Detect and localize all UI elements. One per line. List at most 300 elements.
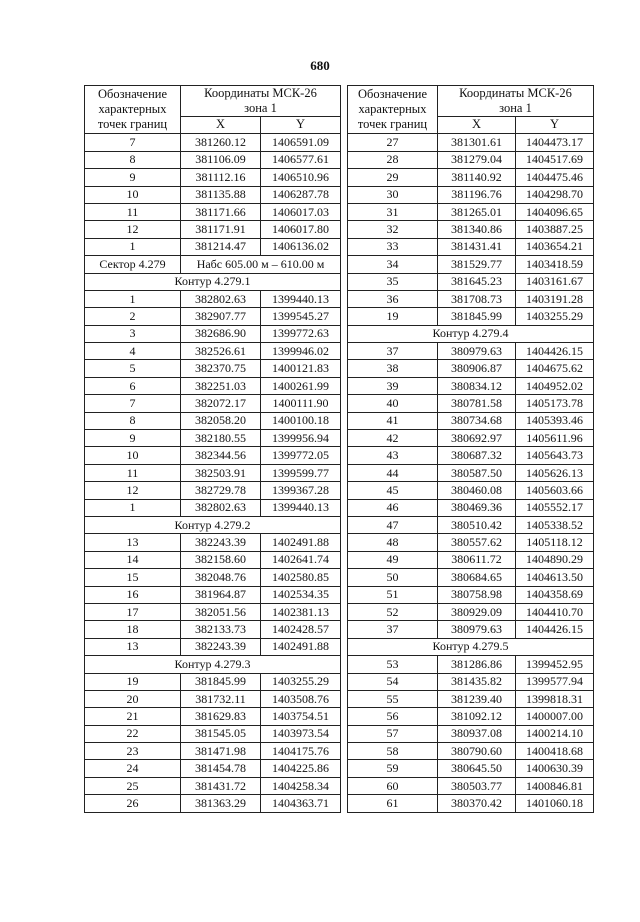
y-coordinate: 1406591.09 (261, 134, 341, 151)
point-number: 1 (85, 499, 181, 516)
point-number: 18 (85, 621, 181, 638)
y-coordinate: 1406287.78 (261, 186, 341, 203)
point-number: 1 (85, 290, 181, 307)
coordinates-table-right (347, 85, 594, 813)
point-number: 12 (85, 482, 181, 499)
table-row (85, 151, 341, 168)
table-row (348, 203, 594, 220)
table-row (348, 569, 594, 586)
sector-row (85, 256, 341, 273)
x-coordinate: 381529.77 (438, 256, 516, 273)
table-row (85, 777, 341, 794)
point-number: 7 (85, 395, 181, 412)
point-number: 41 (348, 412, 438, 429)
table-row (348, 743, 594, 760)
x-coordinate: 381092.12 (438, 708, 516, 725)
x-coordinate: 381545.05 (181, 725, 261, 742)
table-row (85, 743, 341, 760)
x-coordinate: 382243.39 (181, 534, 261, 551)
x-coordinate: 382503.91 (181, 464, 261, 481)
y-coordinate: 1403508.76 (261, 690, 341, 707)
table-row (348, 395, 594, 412)
x-coordinate: 382526.61 (181, 343, 261, 360)
y-coordinate: 1402381.13 (261, 603, 341, 620)
sector-elevation: Набс 605.00 м – 610.00 м (181, 256, 341, 273)
table-row (85, 760, 341, 777)
y-coordinate: 1399367.28 (261, 482, 341, 499)
point-number: 38 (348, 360, 438, 377)
table-row (348, 760, 594, 777)
table-row (85, 447, 341, 464)
x-coordinate: 381629.83 (181, 708, 261, 725)
point-number: 53 (348, 656, 438, 673)
y-coordinate: 1399545.27 (261, 308, 341, 325)
point-number: 7 (85, 134, 181, 151)
y-coordinate: 1399772.63 (261, 325, 341, 342)
table-row (348, 777, 594, 794)
y-coordinate: 1400261.99 (261, 377, 341, 394)
y-coordinate: 1406510.96 (261, 169, 341, 186)
table-row (348, 186, 594, 203)
x-coordinate: 380645.50 (438, 760, 516, 777)
point-number: 11 (85, 464, 181, 481)
x-coordinate: 381239.40 (438, 690, 516, 707)
x-coordinate: 380937.08 (438, 725, 516, 742)
x-coordinate: 381301.61 (438, 134, 516, 151)
y-coordinate: 1404358.69 (516, 586, 594, 603)
x-coordinate: 381645.23 (438, 273, 516, 290)
point-number: 35 (348, 273, 438, 290)
header-coordinates: Координаты МСК-26 зона 1 (181, 86, 341, 117)
y-coordinate: 1399772.05 (261, 447, 341, 464)
table-row (348, 273, 594, 290)
coordinates-table-left (84, 85, 341, 813)
table-row (348, 516, 594, 533)
table-row (85, 169, 341, 186)
point-number: 13 (85, 638, 181, 655)
table-row (348, 360, 594, 377)
y-coordinate: 1406017.03 (261, 203, 341, 220)
y-coordinate: 1400418.68 (516, 743, 594, 760)
table-row (85, 290, 341, 307)
x-coordinate: 380557.62 (438, 534, 516, 551)
x-coordinate: 380587.50 (438, 464, 516, 481)
y-coordinate: 1402534.35 (261, 586, 341, 603)
point-number: 49 (348, 551, 438, 568)
table-row (348, 621, 594, 638)
contour-row (348, 638, 594, 655)
point-number: 51 (348, 586, 438, 603)
point-number: 37 (348, 343, 438, 360)
x-coordinate: 381214.47 (181, 238, 261, 255)
point-number: 8 (85, 412, 181, 429)
contour-row (348, 325, 594, 342)
x-coordinate: 380684.65 (438, 569, 516, 586)
x-coordinate: 380929.09 (438, 603, 516, 620)
point-number: 47 (348, 516, 438, 533)
y-coordinate: 1405643.73 (516, 447, 594, 464)
header-y: Y (261, 117, 341, 134)
y-coordinate: 1403255.29 (261, 673, 341, 690)
point-number: 30 (348, 186, 438, 203)
table-row (85, 621, 341, 638)
y-coordinate: 1403654.21 (516, 238, 594, 255)
point-number: 46 (348, 499, 438, 516)
x-coordinate: 382802.63 (181, 290, 261, 307)
y-coordinate: 1401060.18 (516, 795, 594, 812)
table-row (85, 377, 341, 394)
y-coordinate: 1405338.52 (516, 516, 594, 533)
x-coordinate: 382729.78 (181, 482, 261, 499)
table-row (348, 430, 594, 447)
table-row (348, 656, 594, 673)
y-coordinate: 1403191.28 (516, 290, 594, 307)
x-coordinate: 381286.86 (438, 656, 516, 673)
y-coordinate: 1399440.13 (261, 499, 341, 516)
point-number: 27 (348, 134, 438, 151)
point-number: 42 (348, 430, 438, 447)
table-row (85, 569, 341, 586)
y-coordinate: 1400111.90 (261, 395, 341, 412)
point-number: 3 (85, 325, 181, 342)
x-coordinate: 381845.99 (438, 308, 516, 325)
y-coordinate: 1405603.66 (516, 482, 594, 499)
point-number: 59 (348, 760, 438, 777)
contour-label: Контур 4.279.4 (348, 325, 594, 342)
point-number: 8 (85, 151, 181, 168)
y-coordinate: 1406017.80 (261, 221, 341, 238)
y-coordinate: 1400214.10 (516, 725, 594, 742)
point-number: 28 (348, 151, 438, 168)
y-coordinate: 1404426.15 (516, 621, 594, 638)
x-coordinate: 382251.03 (181, 377, 261, 394)
point-number: 23 (85, 743, 181, 760)
x-coordinate: 381196.76 (438, 186, 516, 203)
y-coordinate: 1403754.51 (261, 708, 341, 725)
x-coordinate: 381260.12 (181, 134, 261, 151)
table-row (85, 203, 341, 220)
y-coordinate: 1399599.77 (261, 464, 341, 481)
y-coordinate: 1406136.02 (261, 238, 341, 255)
point-number: 54 (348, 673, 438, 690)
y-coordinate: 1400630.39 (516, 760, 594, 777)
point-number: 5 (85, 360, 181, 377)
point-number: 6 (85, 377, 181, 394)
y-coordinate: 1404517.69 (516, 151, 594, 168)
x-coordinate: 380611.72 (438, 551, 516, 568)
point-number: 50 (348, 569, 438, 586)
header-designation: Обозначение характерных точек границ (348, 86, 438, 134)
x-coordinate: 380734.68 (438, 412, 516, 429)
table-row (348, 308, 594, 325)
table-row (348, 256, 594, 273)
x-coordinate: 380979.63 (438, 621, 516, 638)
table-row (85, 464, 341, 481)
table-row (348, 795, 594, 812)
point-number: 20 (85, 690, 181, 707)
header-coordinates: Координаты МСК-26 зона 1 (438, 86, 594, 117)
y-coordinate: 1405626.13 (516, 464, 594, 481)
point-number: 4 (85, 343, 181, 360)
table-row (348, 343, 594, 360)
x-coordinate: 380469.36 (438, 499, 516, 516)
point-number: 57 (348, 725, 438, 742)
x-coordinate: 382370.75 (181, 360, 261, 377)
point-number: 31 (348, 203, 438, 220)
table-row (348, 412, 594, 429)
table-row (348, 586, 594, 603)
point-number: 45 (348, 482, 438, 499)
y-coordinate: 1402641.74 (261, 551, 341, 568)
y-coordinate: 1404475.46 (516, 169, 594, 186)
x-coordinate: 382180.55 (181, 430, 261, 447)
point-number: 19 (348, 308, 438, 325)
table-row (85, 795, 341, 812)
table-row (85, 221, 341, 238)
table-row (348, 551, 594, 568)
point-number: 56 (348, 708, 438, 725)
y-coordinate: 1405393.46 (516, 412, 594, 429)
y-coordinate: 1404363.71 (261, 795, 341, 812)
x-coordinate: 382133.73 (181, 621, 261, 638)
table-row (85, 708, 341, 725)
x-coordinate: 380790.60 (438, 743, 516, 760)
table-row (348, 499, 594, 516)
table-row (348, 238, 594, 255)
point-number: 36 (348, 290, 438, 307)
header-y: Y (516, 117, 594, 134)
y-coordinate: 1404298.70 (516, 186, 594, 203)
table-row (348, 534, 594, 551)
contour-label: Контур 4.279.1 (85, 273, 341, 290)
point-number: 19 (85, 673, 181, 690)
x-coordinate: 382051.56 (181, 603, 261, 620)
x-coordinate: 381171.66 (181, 203, 261, 220)
contour-row (85, 273, 341, 290)
point-number: 14 (85, 551, 181, 568)
table-row (85, 638, 341, 655)
point-number: 17 (85, 603, 181, 620)
table-row (85, 551, 341, 568)
x-coordinate: 381708.73 (438, 290, 516, 307)
y-coordinate: 1404426.15 (516, 343, 594, 360)
point-number: 33 (348, 238, 438, 255)
contour-row (85, 516, 341, 533)
point-number: 12 (85, 221, 181, 238)
y-coordinate: 1404473.17 (516, 134, 594, 151)
x-coordinate: 380687.32 (438, 447, 516, 464)
y-coordinate: 1402491.88 (261, 638, 341, 655)
table-row (348, 673, 594, 690)
y-coordinate: 1406577.61 (261, 151, 341, 168)
point-number: 16 (85, 586, 181, 603)
table-row (85, 482, 341, 499)
x-coordinate: 381265.01 (438, 203, 516, 220)
table-row (85, 343, 341, 360)
y-coordinate: 1402491.88 (261, 534, 341, 551)
point-number: 13 (85, 534, 181, 551)
x-coordinate: 381140.92 (438, 169, 516, 186)
x-coordinate: 380781.58 (438, 395, 516, 412)
y-coordinate: 1403161.67 (516, 273, 594, 290)
page-number: 680 (310, 58, 330, 73)
x-coordinate: 381106.09 (181, 151, 261, 168)
point-number: 26 (85, 795, 181, 812)
point-number: 9 (85, 169, 181, 186)
y-coordinate: 1404890.29 (516, 551, 594, 568)
x-coordinate: 382344.56 (181, 447, 261, 464)
x-coordinate: 381964.87 (181, 586, 261, 603)
contour-label: Контур 4.279.5 (348, 638, 594, 655)
point-number: 40 (348, 395, 438, 412)
y-coordinate: 1400121.83 (261, 360, 341, 377)
point-number: 2 (85, 308, 181, 325)
table-row (348, 708, 594, 725)
point-number: 48 (348, 534, 438, 551)
y-coordinate: 1403255.29 (516, 308, 594, 325)
point-number: 32 (348, 221, 438, 238)
table-row (85, 725, 341, 742)
point-number: 39 (348, 377, 438, 394)
x-coordinate: 380692.97 (438, 430, 516, 447)
point-number: 60 (348, 777, 438, 794)
x-coordinate: 382058.20 (181, 412, 261, 429)
table-row (85, 534, 341, 551)
x-coordinate: 381363.29 (181, 795, 261, 812)
y-coordinate: 1404613.50 (516, 569, 594, 586)
table-row (85, 308, 341, 325)
y-coordinate: 1399818.31 (516, 690, 594, 707)
x-coordinate: 381340.86 (438, 221, 516, 238)
point-number: 25 (85, 777, 181, 794)
y-coordinate: 1399452.95 (516, 656, 594, 673)
point-number: 9 (85, 430, 181, 447)
y-coordinate: 1405611.96 (516, 430, 594, 447)
x-coordinate: 380370.42 (438, 795, 516, 812)
table-row (348, 151, 594, 168)
table-row (85, 395, 341, 412)
y-coordinate: 1404225.86 (261, 760, 341, 777)
point-number: 52 (348, 603, 438, 620)
table-row (348, 690, 594, 707)
y-coordinate: 1403418.59 (516, 256, 594, 273)
y-coordinate: 1399440.13 (261, 290, 341, 307)
x-coordinate: 382243.39 (181, 638, 261, 655)
y-coordinate: 1404096.65 (516, 203, 594, 220)
table-row (85, 690, 341, 707)
table-row (85, 325, 341, 342)
y-coordinate: 1405173.78 (516, 395, 594, 412)
point-number: 11 (85, 203, 181, 220)
table-row (348, 482, 594, 499)
table-row (85, 430, 341, 447)
y-coordinate: 1404410.70 (516, 603, 594, 620)
y-coordinate: 1404675.62 (516, 360, 594, 377)
x-coordinate: 381431.72 (181, 777, 261, 794)
table-row (348, 447, 594, 464)
point-number: 37 (348, 621, 438, 638)
x-coordinate: 380758.98 (438, 586, 516, 603)
point-number: 21 (85, 708, 181, 725)
y-coordinate: 1399956.94 (261, 430, 341, 447)
y-coordinate: 1403887.25 (516, 221, 594, 238)
x-coordinate: 382072.17 (181, 395, 261, 412)
x-coordinate: 381732.11 (181, 690, 261, 707)
x-coordinate: 381435.82 (438, 673, 516, 690)
table-row (85, 360, 341, 377)
table-row (85, 586, 341, 603)
header-designation: Обозначение характерных точек границ (85, 86, 181, 134)
table-row (85, 134, 341, 151)
y-coordinate: 1404175.76 (261, 743, 341, 760)
x-coordinate: 381431.41 (438, 238, 516, 255)
x-coordinate: 381454.78 (181, 760, 261, 777)
x-coordinate: 382907.77 (181, 308, 261, 325)
x-coordinate: 381135.88 (181, 186, 261, 203)
table-row (348, 725, 594, 742)
point-number: 44 (348, 464, 438, 481)
x-coordinate: 381845.99 (181, 673, 261, 690)
point-number: 55 (348, 690, 438, 707)
table-row (348, 377, 594, 394)
contour-label: Контур 4.279.3 (85, 656, 341, 673)
x-coordinate: 380503.77 (438, 777, 516, 794)
x-coordinate: 382686.90 (181, 325, 261, 342)
y-coordinate: 1402428.57 (261, 621, 341, 638)
x-coordinate: 382158.60 (181, 551, 261, 568)
y-coordinate: 1399946.02 (261, 343, 341, 360)
y-coordinate: 1403973.54 (261, 725, 341, 742)
point-number: 43 (348, 447, 438, 464)
table-row (85, 238, 341, 255)
y-coordinate: 1405118.12 (516, 534, 594, 551)
table-row (348, 134, 594, 151)
point-number: 10 (85, 186, 181, 203)
y-coordinate: 1402580.85 (261, 569, 341, 586)
x-coordinate: 380979.63 (438, 343, 516, 360)
sector-label: Сектор 4.279 (85, 256, 181, 273)
point-number: 58 (348, 743, 438, 760)
table-row (348, 221, 594, 238)
y-coordinate: 1404258.34 (261, 777, 341, 794)
x-coordinate: 381112.16 (181, 169, 261, 186)
contour-label: Контур 4.279.2 (85, 516, 341, 533)
x-coordinate: 381279.04 (438, 151, 516, 168)
header-x: X (438, 117, 516, 134)
point-number: 24 (85, 760, 181, 777)
point-number: 61 (348, 795, 438, 812)
point-number: 22 (85, 725, 181, 742)
table-row (85, 412, 341, 429)
contour-row (85, 656, 341, 673)
x-coordinate: 382048.76 (181, 569, 261, 586)
table-row (85, 673, 341, 690)
point-number: 34 (348, 256, 438, 273)
table-row (85, 186, 341, 203)
point-number: 15 (85, 569, 181, 586)
y-coordinate: 1400846.81 (516, 777, 594, 794)
table-row (348, 169, 594, 186)
point-number: 29 (348, 169, 438, 186)
y-coordinate: 1400007.00 (516, 708, 594, 725)
x-coordinate: 380460.08 (438, 482, 516, 499)
table-row (348, 464, 594, 481)
x-coordinate: 380510.42 (438, 516, 516, 533)
table-row (85, 499, 341, 516)
x-coordinate: 381471.98 (181, 743, 261, 760)
y-coordinate: 1400100.18 (261, 412, 341, 429)
table-row (348, 290, 594, 307)
